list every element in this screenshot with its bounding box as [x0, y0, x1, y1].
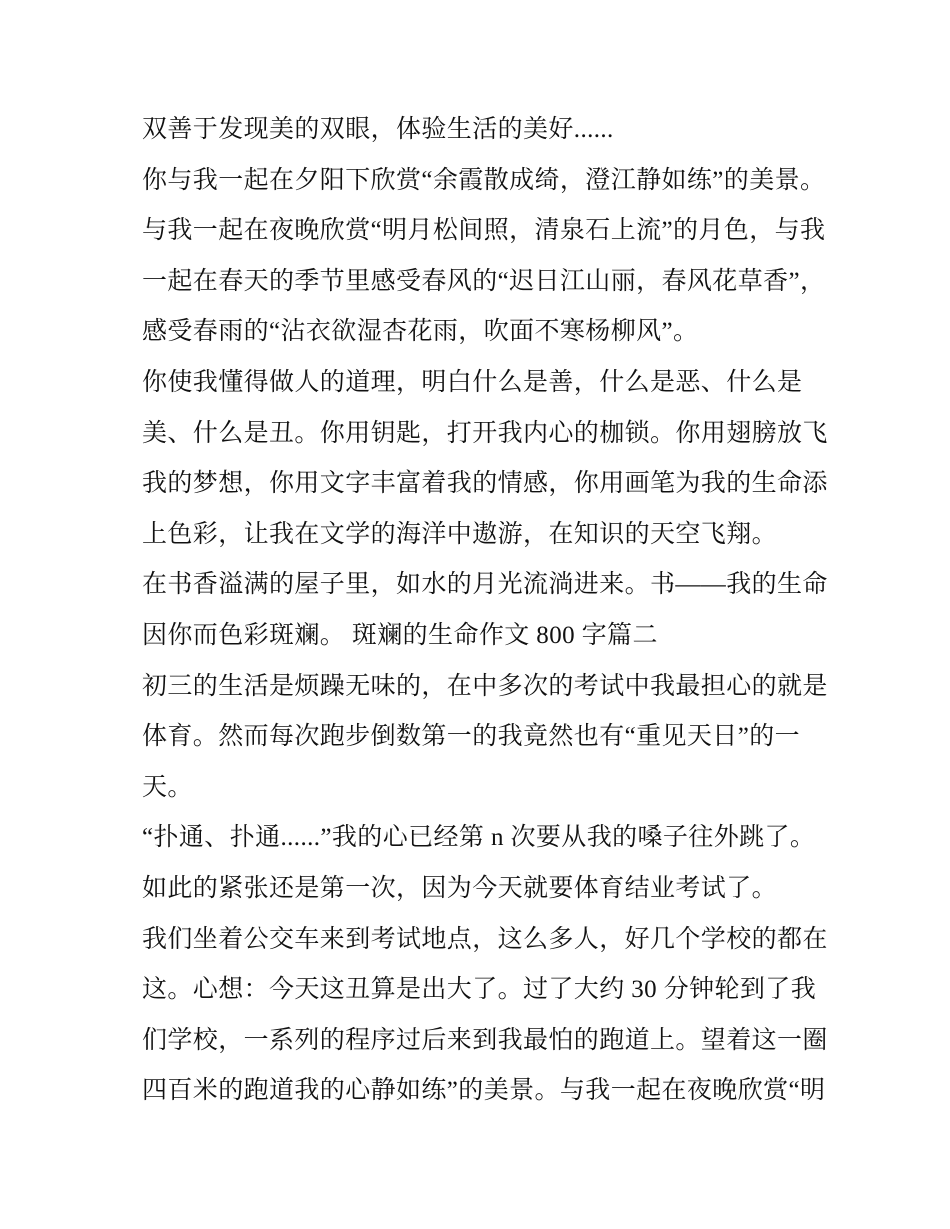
- text-line: 一起在春天的季节里感受春风的“迟日江山丽，春风花草香”，: [142, 267, 826, 295]
- text-line: 上色彩，让我在文学的海洋中遨游，在知识的天空飞翔。: [142, 520, 778, 548]
- text-line: 如此的紧张还是第一次，因为今天就要体育结业考试了。: [142, 875, 778, 902]
- text-line: 们学校，一系列的程序过后来到我最怕的跑道上。望着这一圈: [142, 1026, 828, 1054]
- text-line: 你使我懂得做人的道理，明白什么是善，什么是恶、什么是: [142, 369, 803, 396]
- text-line: 这。心想：今天这丑算是出大了。过了大约 30 分钟轮到了我: [142, 976, 817, 1004]
- text-line: 我的梦想，你用文字丰富着我的情感，你用画笔为我的生命添: [142, 470, 828, 498]
- text-line: “扑通、扑通......”我的心已经第 n 次要从我的嗓子往外跳了。: [142, 824, 816, 852]
- text-line: 美、什么是丑。你用钥匙，打开我内心的枷锁。你用翅膀放飞: [142, 419, 828, 447]
- text-line: 体育。然而每次跑步倒数第一的我竟然也有“重见天日”的一: [142, 723, 800, 751]
- text-line: 天。: [142, 773, 193, 801]
- text-line: 我们坐着公交车来到考试地点，这么多人，好几个学校的都在: [142, 925, 828, 953]
- text-line: 你与我一起在夕阳下欣赏“余霞散成绮，澄江静如练”的美景。: [142, 166, 826, 194]
- text-line: 双善于发现美的双眼，体验生活的美好......: [142, 116, 614, 143]
- text-line: 初三的生活是烦躁无味的，在中多次的考试中我最担心的就是: [142, 672, 828, 700]
- text-line: 因你而色彩斑斓。 斑斓的生命作文 800 字篇二: [142, 622, 658, 649]
- text-line: 在书香溢满的屋子里，如水的月光流淌进来。书——我的生命: [142, 571, 828, 599]
- text-line: 与我一起在夜晚欣赏“明月松间照，清泉石上流”的月色，与我: [142, 217, 826, 245]
- text-line: 四百米的跑道我的心静如练”的美景。与我一起在夜晚欣赏“明: [142, 1077, 826, 1105]
- text-line: 感受春雨的“沾衣欲湿杏花雨，吹面不寒杨柳风”。: [142, 318, 699, 346]
